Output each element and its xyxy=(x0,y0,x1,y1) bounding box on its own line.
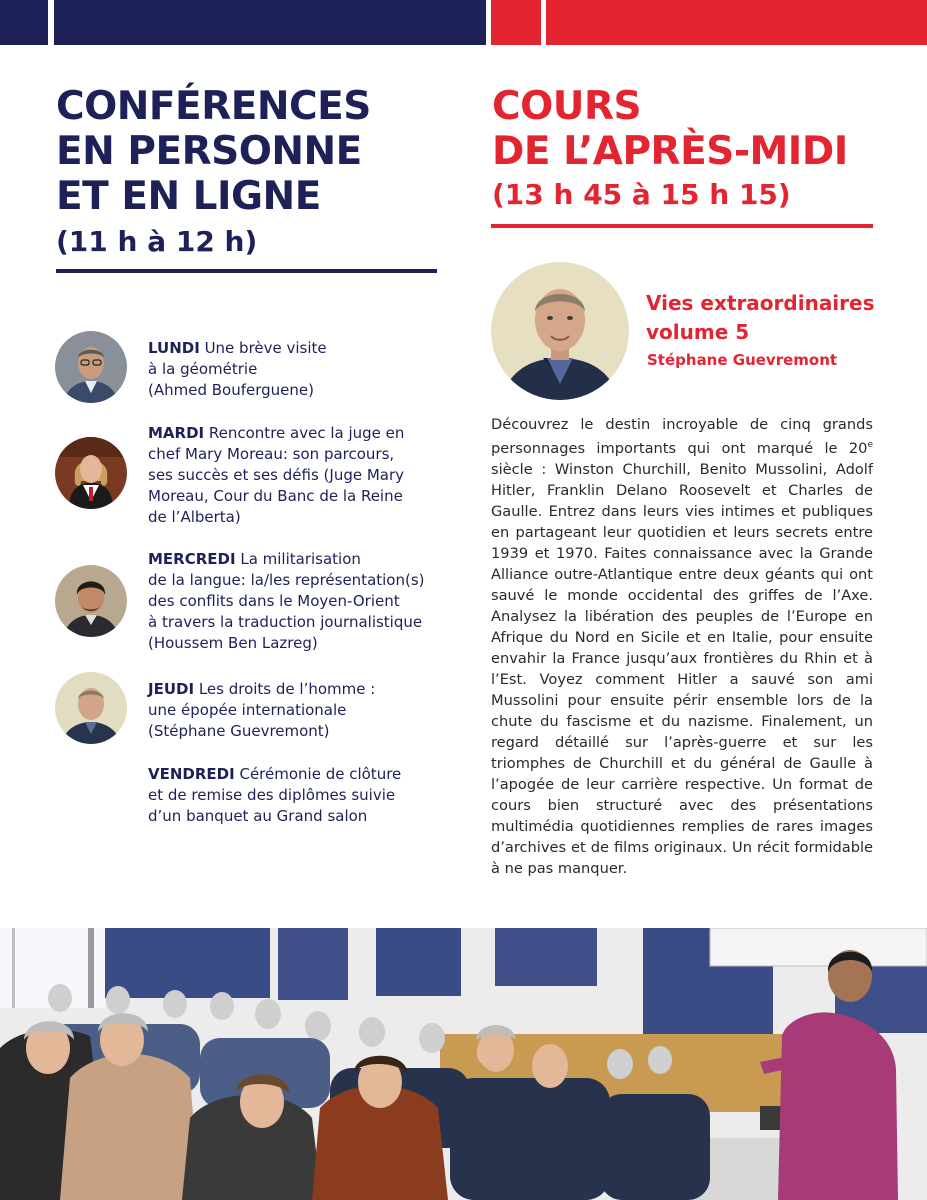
event-text: ses succès et ses défis (Juge Mary xyxy=(148,466,405,484)
course-time: (13 h 45 à 15 h 15) xyxy=(492,178,791,211)
heading-line: ET EN LIGNE xyxy=(56,174,321,219)
schedule-thursday xyxy=(148,679,438,742)
ordinal-superscript: e xyxy=(867,440,873,450)
day-label: JEUDI xyxy=(148,680,195,698)
event-text: à travers la traduction journalistique xyxy=(148,613,423,631)
event-text: Une brève visite xyxy=(199,339,327,357)
heading-line: DE L’APRÈS-MIDI xyxy=(492,129,848,174)
top-bar-navy xyxy=(54,0,486,45)
event-text: d’un banquet au Grand salon xyxy=(148,807,368,825)
event-text: à la géométrie xyxy=(148,360,258,378)
event-text: Cérémonie de clôture xyxy=(234,765,402,783)
schedule-friday xyxy=(148,764,438,827)
avatar-stephane-guevremont xyxy=(55,672,127,744)
schedule-wednesday xyxy=(148,549,438,654)
conferences-heading xyxy=(56,84,371,260)
event-text: une épopée internationale xyxy=(148,701,347,719)
course-description xyxy=(491,414,873,879)
conferences-divider xyxy=(56,269,437,273)
heading-line: EN PERSONNE xyxy=(56,129,362,174)
course-title xyxy=(646,289,886,347)
classroom-photo xyxy=(0,928,927,1200)
avatar-ahmed-bouferguene xyxy=(55,331,127,403)
day-label: MARDI xyxy=(148,424,205,442)
event-text: chef Mary Moreau: son parcours, xyxy=(148,445,395,463)
event-text: des conflits dans le Moyen-Orient xyxy=(148,592,400,610)
event-text: (Houssem Ben Lazreg) xyxy=(148,634,318,652)
heading-line: CONFÉRENCES xyxy=(56,84,371,129)
event-text: de l’Alberta) xyxy=(148,508,241,526)
description-text: Découvrez le destin incroyable de cinq grands personnages importants qui ont marqué le 20 xyxy=(491,416,873,457)
schedule-monday xyxy=(148,338,438,401)
top-bar-navy-small xyxy=(0,0,48,45)
course-title-line: Vies extraordinaires xyxy=(646,291,875,315)
event-text: (Stéphane Guevremont) xyxy=(148,722,330,740)
day-label: MERCREDI xyxy=(148,550,236,568)
schedule-tuesday xyxy=(148,423,438,528)
day-label: VENDREDI xyxy=(148,765,235,783)
course-title-line: volume 5 xyxy=(646,320,750,344)
course-author: Stéphane Guevremont xyxy=(647,351,838,369)
event-text: de la langue: la/les représentation(s) xyxy=(148,571,425,589)
top-bar-red-small xyxy=(491,0,541,45)
event-text: et de remise des diplômes suivie xyxy=(148,786,396,804)
afternoon-course-heading xyxy=(492,84,848,213)
top-bar-red xyxy=(546,0,927,45)
avatar-mary-moreau xyxy=(55,437,127,509)
description-text: siècle : Winston Churchill, Benito Mussolini, Adolf Hitler, Franklin Delano Roosevelt et Charles de Gaulle. Entrez dans leurs vies intimes et publiques en partageant leur quotidien et leurs secrets entre 1939 et 1970. Faites connaissance avec la Grande Alliance outre-Atlantique entre deux géants qui ont sauvé le monde occidental des griffes de l’Axe. Analysez la libération des peuples de l’Europe en Afrique du Nord en Sicile et en Italie, pour ensuite envahir la France jusqu’aux frontières du Rhin et à l’Est. Voyez comment Hitler a sauvé son ami Mussolini pour ensuite périr ensemble lors de la chute du fascisme et du nazisme. Finalement, un regard détaillé sur l’après-guerre et sur les triomphes de Churchill et du général de Gaulle à l’apogée de leur carrière respective. Un format de cours bien structuré avec des présentations multimédia quotidiennes remplies de rares images d’archives et de films originaux. Un récit formidable à ne pas manquer. xyxy=(491,460,873,877)
event-text: Rencontre avec la juge en xyxy=(204,424,405,442)
course-instructor-photo xyxy=(491,262,629,400)
event-text: (Ahmed Bouferguene) xyxy=(148,381,314,399)
event-text: Moreau, Cour du Banc de la Reine xyxy=(148,487,403,505)
event-text: Les droits de l’homme : xyxy=(194,680,376,698)
event-text: La militarisation xyxy=(235,550,361,568)
heading-line: COURS xyxy=(492,84,642,129)
day-label: LUNDI xyxy=(148,339,200,357)
avatar-houssem-ben-lazreg xyxy=(55,565,127,637)
course-divider xyxy=(491,224,873,228)
conferences-time: (11 h à 12 h) xyxy=(56,225,258,258)
